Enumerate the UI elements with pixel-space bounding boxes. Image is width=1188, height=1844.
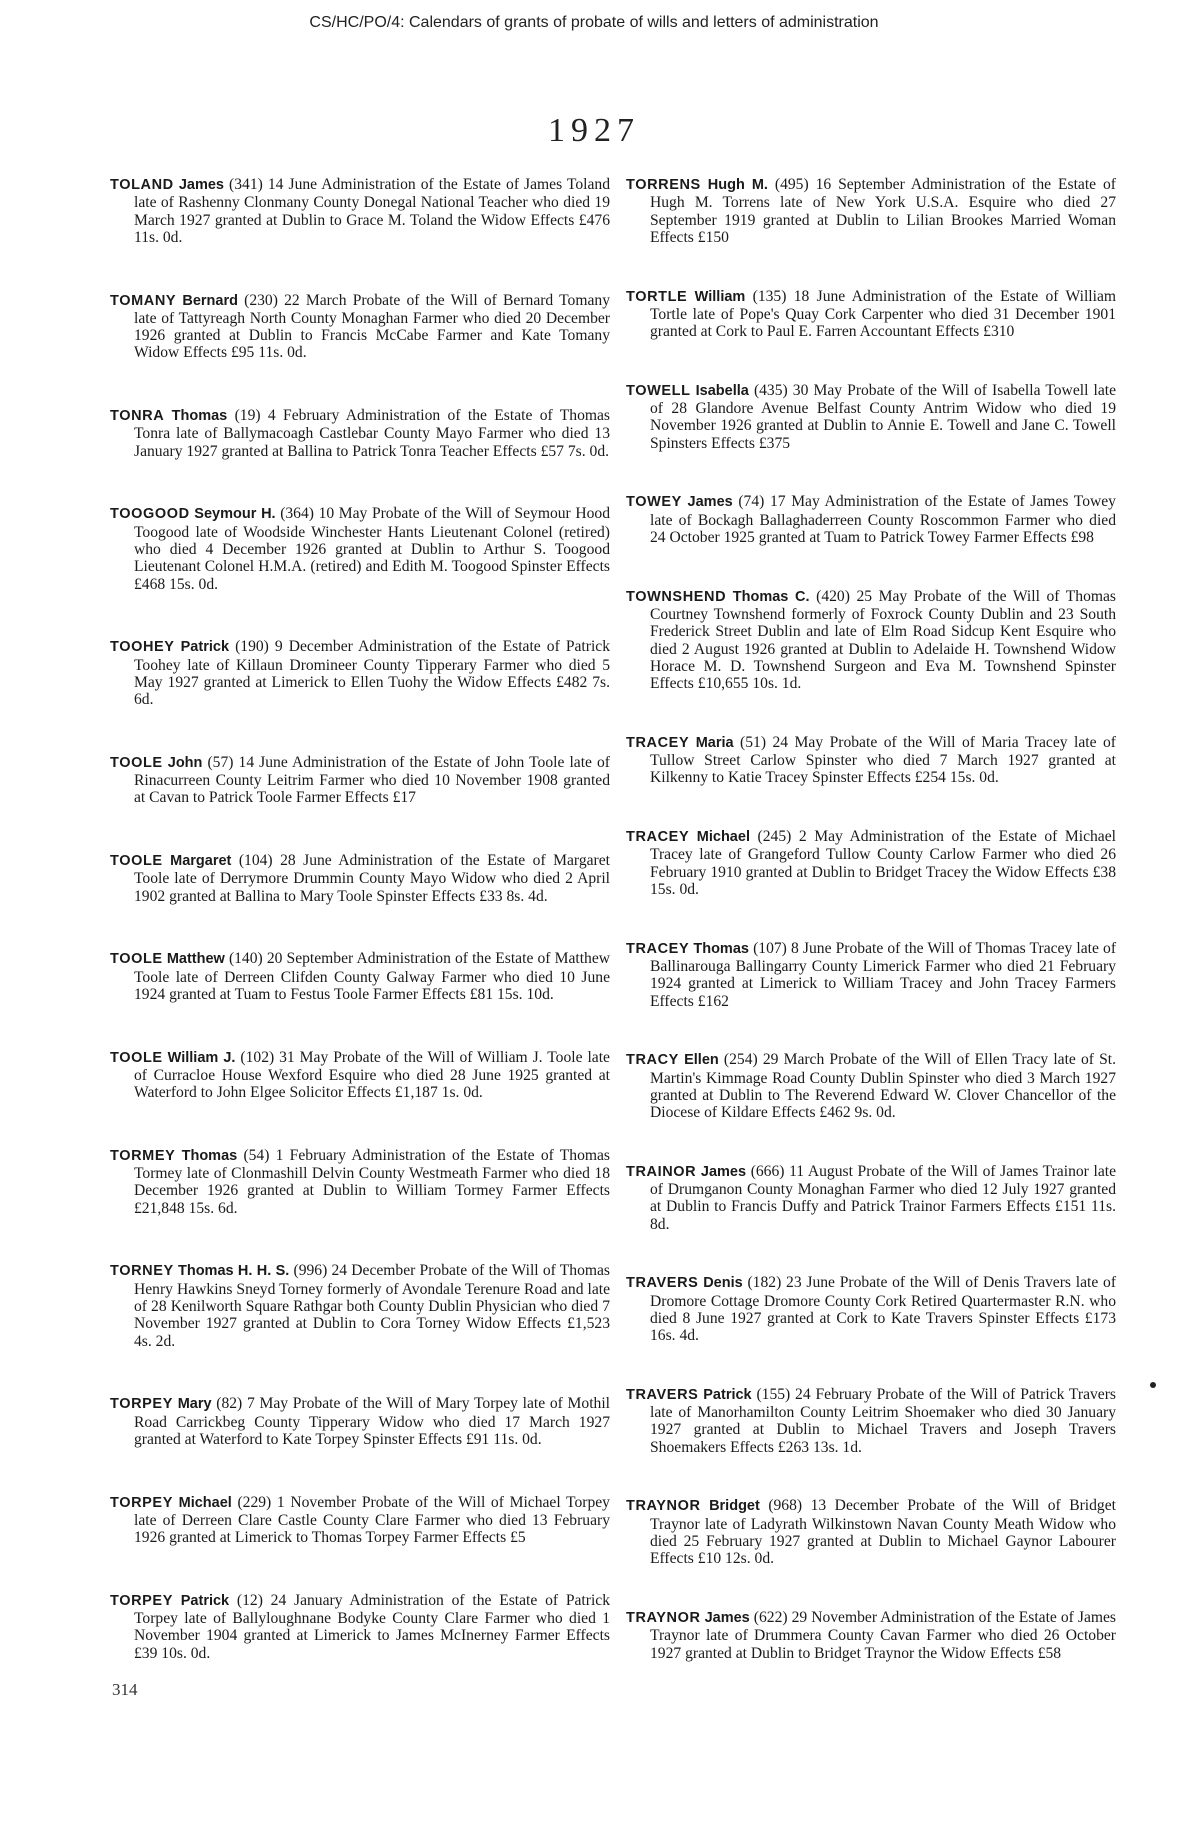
page-number: 314: [112, 1680, 138, 1699]
probate-entry: [626, 734, 1116, 787]
entry-forename: Denis: [703, 1275, 743, 1292]
entry-text: (54) 1 February Administration of the Estate of Thomas Tormey late of Clonmashill Delvin County Westmeath Farmer who died 18 December 1926 granted at Dublin to William Tormey Farmer Effects £21,848 15s. 6d.: [134, 1146, 610, 1217]
right-column: [626, 176, 1116, 1662]
entry-forename: John: [167, 754, 203, 771]
entry-surname: TOOLE: [110, 951, 163, 968]
probate-entry: [626, 1051, 1116, 1121]
left-column: [110, 176, 610, 1662]
entry-surname: TORPEY: [110, 1592, 173, 1609]
entry-surname: TOWNSHEND: [626, 588, 727, 605]
entry-text: (666) 11 August Probate of the Will of James Trainor late of Drumganon County Monaghan Farmer who died 12 July 1927 granted at Dublin to Francis Duffy and Patrick Trainor Farmers Effects £151 11s. 8d.: [650, 1162, 1116, 1233]
entry-text: (182) 23 June Probate of the Will of Denis Travers late of Dromore Cottage Dromore County Cork Retired Quartermaster R.N. who died 8 June 1927 granted at Cork to Kate Travers Spinster Effects £173 16s. 4d.: [650, 1274, 1117, 1345]
entry-text: (968) 13 December Probate of the Will of Bridget Traynor late of Ladyrath Wilkinstown Navan County Meath Widow who died 25 February 1927 granted at Dublin to Michael Gaynor Labourer Effects £10 12s. 0d.: [650, 1497, 1116, 1568]
entry-surname: TOLAND: [110, 177, 174, 193]
entry-surname: TORPEY: [110, 1396, 173, 1413]
entry-forename: Isabella: [695, 382, 749, 399]
entry-text: (996) 24 December Probate of the Will of Thomas Henry Hawkins Sneyd Torney formerly of Avondale Terenure Road and late of 28 Kenilworth Square Rathgar both County Dublin Physician who died 7 November 1927 granted at Dublin to Cora Torney Widow Effects £1,523 4s. 2d.: [134, 1262, 610, 1350]
entry-text: (435) 30 May Probate of the Will of Isabella Towell late of 28 Glandore Avenue Belfast County Antrim Widow who died 19 November 1926 granted at Dublin to Annie E. Towell and Jane C. Towell Spinsters Effects £375: [650, 381, 1116, 452]
probate-entry: [110, 1147, 610, 1217]
entry-forename: Bridget: [709, 1498, 760, 1515]
entry-forename: Patrick: [180, 1592, 230, 1609]
probate-entry: [110, 292, 610, 362]
entry-forename: Thomas H. H. S.: [177, 1263, 290, 1280]
year-heading: 1927: [548, 112, 640, 149]
entry-surname: TOOHEY: [110, 639, 175, 656]
entry-text: (104) 28 June Administration of the Estate of Margaret Toole late of Derrymore Drummin County Mayo Widow who died 2 April 1902 granted at Ballina to Mary Toole Spinster Effects £33 8s. 4d.: [134, 852, 610, 905]
entry-surname: TOOGOOD: [110, 506, 190, 523]
entry-surname: TRACY: [626, 1052, 679, 1069]
entry-surname: TONRA: [110, 408, 165, 425]
entry-forename: Bernard: [182, 292, 238, 309]
entry-forename: Margaret: [170, 853, 232, 870]
entry-text: (107) 8 June Probate of the Will of Thomas Tracey late of Ballinarouga Ballingarry County Limerick Farmer who died 21 February 1924 granted at Limerick to William Tracey and John Tracey Farmers Effects £162: [650, 939, 1117, 1010]
probate-entry: [110, 176, 610, 246]
entry-surname: TOMANY: [110, 292, 177, 309]
entry-text: (51) 24 May Probate of the Will of Maria Tracey late of Tullow Street Carlow Spinster who died 7 March 1927 granted at Kilkenny to Katie Tracey Spinster Effects £254 15s. 0d.: [650, 733, 1116, 787]
probate-entry: [110, 1395, 610, 1448]
entry-surname: TORRENS: [626, 177, 701, 193]
probate-entry: [626, 493, 1116, 546]
entry-surname: TRACEY: [626, 940, 690, 957]
entry-text: (102) 31 May Probate of the Will of William J. Toole late of Curracloe House Wexford Esquire who died 28 June 1925 granted at Waterford to John Elgee Solicitor Effects £1,187 1s. 0d.: [134, 1048, 610, 1102]
probate-entry: [626, 1609, 1116, 1662]
entry-text: (140) 20 September Administration of the Estate of Matthew Toole late of Derreen Clifden County Galway Farmer who died 10 June 1924 granted at Tuam to Festus Toole Farmer Effects £81 15s. 10d.: [134, 950, 611, 1003]
entry-text: (622) 29 November Administration of the Estate of James Traynor late of Drummera County Cavan Farmer who died 26 October 1927 granted at Dublin to Bridget Traynor the Widow Effects £58: [650, 1609, 1116, 1662]
entry-surname: TRACEY: [626, 734, 690, 751]
probate-entry: [110, 852, 610, 905]
entry-forename: Mary: [177, 1396, 212, 1413]
entry-surname: TOOLE: [110, 754, 163, 771]
entry-text: (341) 14 June Administration of the Estate of James Toland late of Rashenny Clonmany County Donegal National Teacher who died 19 March 1927 granted at Dublin to Grace M. Toland the Widow Effects £476 11s. 0d.: [134, 176, 611, 246]
probate-entry: [626, 588, 1116, 693]
entry-text: (190) 9 December Administration of the Estate of Patrick Toohey late of Killaun Dromineer County Tipperary Farmer who died 5 May 1927 granted at Limerick to Ellen Tuohy the Widow Effects £482 7s. 6d.: [134, 638, 610, 709]
entry-text: (82) 7 May Probate of the Will of Mary Torpey late of Mothil Road Carrickbeg County Tipperary Widow who died 17 March 1927 granted at Waterford to Kate Torpey Spinster Effects £91 11s. 0d.: [134, 1395, 610, 1448]
entry-text: (495) 16 September Administration of the Estate of Hugh M. Torrens late of New York U.S.A. Esquire who died 27 September 1919 granted at Dublin to Lilian Brookes Married Woman Effects £150: [650, 176, 1117, 246]
entry-text: (135) 18 June Administration of the Estate of William Tortle late of Pope's Quay Cork Carpenter who died 31 December 1901 granted at Cork to Paul E. Farren Accountant Effects £310: [650, 287, 1117, 341]
entry-text: (420) 25 May Probate of the Will of Thomas Courtney Townshend formerly of Foxrock County Dublin and 23 South Frederick Street Dublin and late of Elm Road Sidcup Kent Esquire who died 2 August 1926 granted at Dublin to Adelaide H. Townshend Widow Horace M. D. Townshend Surgeon and Eva M. Townshend Spinster Effects £10,655 10s. 1d.: [650, 587, 1116, 693]
probate-entry: [626, 1274, 1116, 1344]
entry-forename: James: [704, 1610, 750, 1627]
entry-surname: TOOLE: [110, 853, 163, 870]
entry-text: (155) 24 February Probate of the Will of Patrick Travers late of Manorhamilton County Leitrim Shoemaker who died 30 January 1927 granted at Dublin to Michael Travers and Joseph Travers Shoemakers Effects £263 13s. 1d.: [650, 1385, 1116, 1456]
entry-surname: TOOLE: [110, 1049, 163, 1066]
document-header: CS/HC/PO/4: Calendars of grants of probate of wills and letters of administration: [309, 14, 879, 31]
entry-forename: William J.: [167, 1049, 236, 1066]
entry-forename: James: [700, 1163, 747, 1180]
entry-text: (19) 4 February Administration of the Estate of Thomas Tonra late of Ballymacoagh Castlebar County Mayo Farmer who died 13 January 1927 granted at Ballina to Patrick Tonra Teacher Effects £57 7s. 0d.: [134, 407, 610, 460]
probate-entry: [110, 1592, 610, 1662]
probate-entry: [110, 950, 610, 1003]
probate-entry: [110, 638, 610, 708]
probate-entry: [626, 176, 1116, 246]
entry-forename: Michael: [178, 1494, 232, 1511]
entry-forename: Thomas: [693, 940, 749, 957]
entry-text: (364) 10 May Probate of the Will of Seymour Hood Toogood late of Woodside Winchester Hants Lieutenant Colonel (retired) who died 4 December 1926 granted at Dublin to Arthur S. Toogood Lieutenant Colonel H.M.A. (retired) and Edith M. Toogood Spinster Effects £468 15s. 0d.: [134, 505, 610, 593]
entry-text: (245) 2 May Administration of the Estate of Michael Tracey late of Grangeford Tullow County Carlow Farmer who died 26 February 1910 granted at Dublin to Bridget Tracey the Widow Effects £38 15s. 0d.: [650, 828, 1116, 898]
probate-entry: [626, 1497, 1116, 1567]
entry-forename: Maria: [695, 734, 734, 751]
entry-forename: Thomas: [171, 408, 228, 425]
entry-forename: Patrick: [703, 1386, 752, 1403]
entry-surname: TRAYNOR: [626, 1498, 701, 1515]
probate-entry: [110, 1494, 610, 1547]
entry-forename: James: [687, 494, 733, 511]
entry-forename: Thomas C.: [732, 588, 810, 605]
entry-forename: James: [178, 177, 224, 193]
probate-entry: [626, 940, 1116, 1010]
entry-text: (12) 24 January Administration of the Estate of Patrick Torpey late of Ballyloughnane Bodyke County Clare Farmer who died 1 November 1904 granted at Limerick to James McInerney Farmer Effects £39 10s. 0d.: [134, 1591, 610, 1662]
entry-surname: TOWELL: [626, 382, 691, 399]
entry-text: (74) 17 May Administration of the Estate of James Towey late of Bockagh Ballaghaderreen County Roscommon Farmer who died 24 October 1925 granted at Tuam to Patrick Towey Farmer Effects £98: [650, 493, 1116, 546]
entry-forename: Ellen: [684, 1052, 719, 1069]
entry-surname: TOWEY: [626, 494, 682, 511]
entry-text: (230) 22 March Probate of the Will of Bernard Tomany late of Tattyreagh North County Monaghan Farmer who died 20 December 1926 granted at Dublin to Francis McCabe Farmer and Kate Tomany Widow Effects £95 11s. 0d.: [134, 291, 610, 362]
entry-text: (254) 29 March Probate of the Will of Ellen Tracy late of St. Martin's Kimmage Road County Dublin Spinster who died 3 March 1927 granted at Dublin to The Reverend Edward W. Clover Chancellor of the Diocese of Kildare Effects £462 9s. 0d.: [650, 1051, 1116, 1122]
entry-forename: Hugh M.: [707, 177, 768, 193]
entry-forename: Seymour H.: [194, 506, 276, 523]
probate-entry: [626, 828, 1116, 898]
entry-forename: Thomas: [181, 1147, 238, 1164]
entry-forename: Patrick: [180, 639, 230, 656]
probate-entry: [626, 1163, 1116, 1233]
entry-text: (229) 1 November Probate of the Will of Michael Torpey late of Derreen Clare Castle County Clare Farmer who died 13 February 1926 granted at Limerick to Thomas Torpey Farmer Effects £5: [134, 1493, 610, 1547]
entry-surname: TRAYNOR: [626, 1610, 701, 1627]
entry-forename: Matthew: [166, 951, 225, 968]
entry-forename: Michael: [696, 829, 750, 846]
probate-entry: [110, 1262, 610, 1349]
probate-entry: [110, 407, 610, 460]
entry-surname: TRAVERS: [626, 1275, 699, 1292]
entry-forename: William: [694, 288, 746, 305]
probate-entry: [110, 1049, 610, 1102]
entry-surname: TRACEY: [626, 829, 690, 846]
entry-surname: TORTLE: [626, 288, 688, 305]
entry-surname: TORPEY: [110, 1494, 173, 1511]
probate-entry: [110, 754, 610, 807]
entry-surname: TORMEY: [110, 1147, 176, 1164]
probate-entry: [110, 505, 610, 592]
entry-surname: TRAINOR: [626, 1163, 697, 1180]
probate-entry: [626, 288, 1116, 341]
margin-dot: [1150, 1382, 1156, 1388]
probate-entry: [626, 1386, 1116, 1456]
entry-text: (57) 14 June Administration of the Estate of John Toole late of Rinacurreen County Leitrim Farmer who died 10 November 1908 granted at Cavan to Patrick Toole Farmer Effects £17: [134, 753, 610, 807]
entry-surname: TORNEY: [110, 1263, 174, 1280]
entry-surname: TRAVERS: [626, 1386, 699, 1403]
probate-entry: [626, 382, 1116, 452]
